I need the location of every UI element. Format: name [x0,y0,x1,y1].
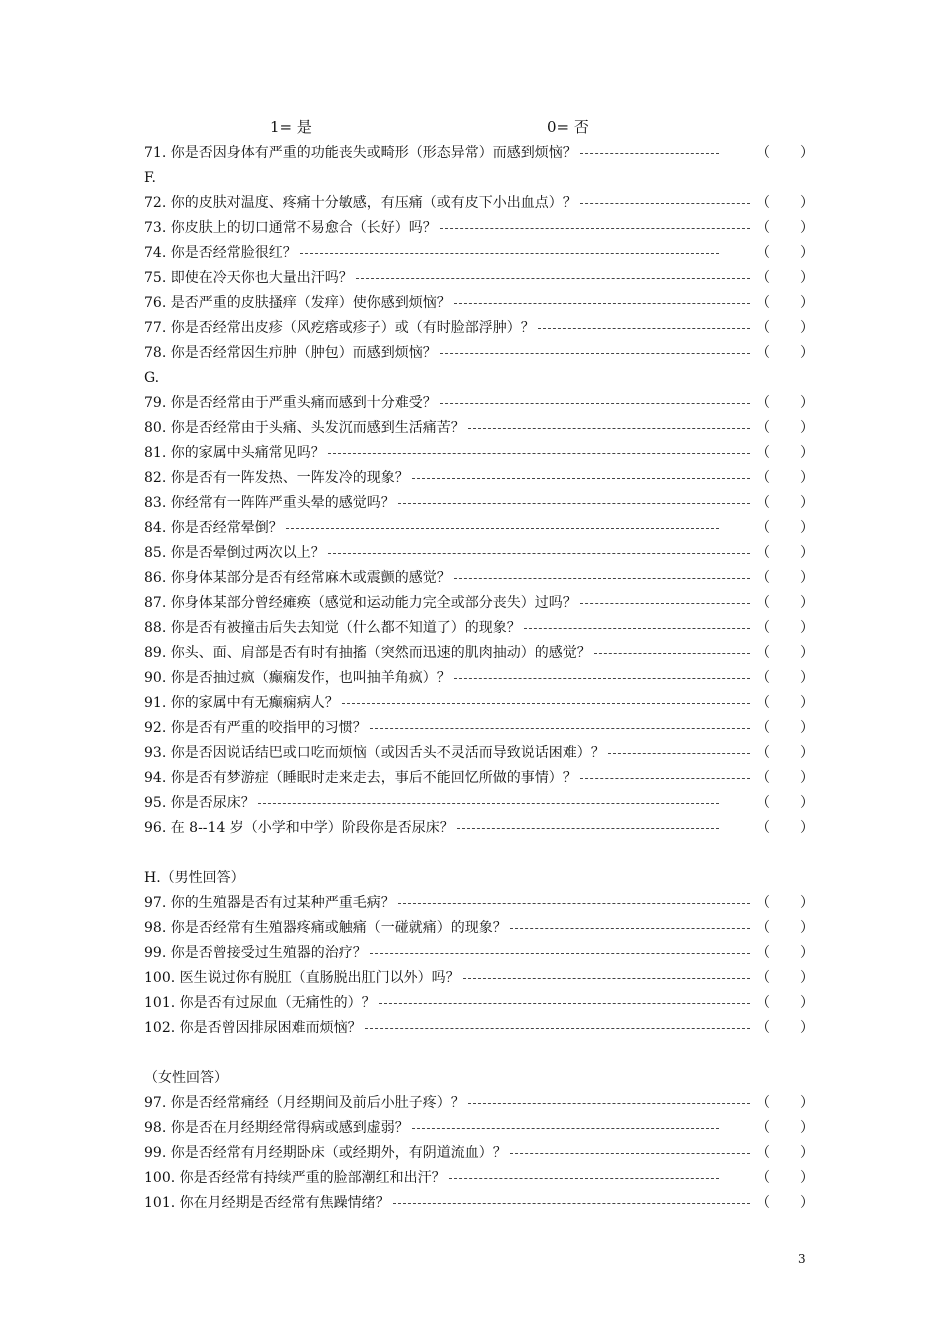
dotted-leader [393,1203,750,1204]
answer-paren-open[interactable]: （ [756,1020,770,1036]
answer-paren-open[interactable]: （ [756,795,770,811]
answer-paren-open[interactable]: （ [756,895,770,911]
question-row [144,966,814,991]
answer-paren-close: ） [800,645,814,661]
question-row [144,466,814,491]
answer-paren-open[interactable]: （ [756,1120,770,1136]
answer-paren-open[interactable]: （ [756,245,770,261]
question-text: 92. 你是否有严重的咬指甲的习惯？ [144,716,368,741]
section-gap [144,841,814,866]
question-row [144,641,814,666]
question-row [144,1091,814,1116]
question-text: 102. 你是否曾因排尿困难而烦恼？ [144,1016,363,1041]
section-heading: G. [144,370,160,386]
answer-paren-close: ） [800,1095,814,1111]
question-row [144,716,814,741]
dotted-leader [457,828,719,829]
question-text: 101. 你在月经期是否经常有焦躁情绪？ [144,1191,391,1216]
answer-paren-close: ） [800,295,814,311]
answer-paren-close: ） [800,670,814,686]
question-text: 71. 你是否因身体有严重的功能丧失或畸形（形态异常）而感到烦恼？ [144,141,578,166]
question-row [144,541,814,566]
question-text: 87. 你身体某部分曾经瘫痪（感觉和运动能力完全或部分丧失）过吗？ [144,591,578,616]
question-text: 83. 你经常有一阵阵严重头晕的感觉吗？ [144,491,396,516]
dotted-leader [300,253,719,254]
question-row [144,616,814,641]
dotted-leader [258,803,719,804]
question-text: 74. 你是否经常脸很红？ [144,241,298,266]
answer-paren-open[interactable]: （ [756,920,770,936]
question-row [144,1166,814,1191]
question-row [144,491,814,516]
dotted-leader [468,1103,750,1104]
answer-paren-close: ） [800,970,814,986]
dotted-leader [328,553,750,554]
dotted-leader [463,978,750,979]
question-row [144,516,814,541]
question-text: 93. 你是否因说话结巴或口吃而烦恼（或因舌头不灵活而导致说话困难）？ [144,741,606,766]
question-text: 81. 你的家属中头痛常见吗？ [144,441,326,466]
section-heading: H.（男性回答） [144,870,245,886]
answer-paren-close: ） [800,920,814,936]
answer-paren-open[interactable]: （ [756,995,770,1011]
dotted-leader [412,478,750,479]
answer-paren-close: ） [800,1170,814,1186]
dotted-leader [398,503,750,504]
question-row [144,441,814,466]
answer-paren-open[interactable]: （ [756,520,770,536]
question-row [144,766,814,791]
question-row [144,916,814,941]
question-text: 78. 你是否经常因生疖肿（肿包）而感到烦恼？ [144,341,438,366]
answer-paren-open[interactable]: （ [756,720,770,736]
dotted-leader [468,428,750,429]
question-text: 79. 你是否经常由于严重头痛而感到十分难受？ [144,391,438,416]
answer-paren-close: ） [800,620,814,636]
dotted-leader [580,603,750,604]
question-row [144,816,814,841]
question-row [144,941,814,966]
dotted-leader [454,578,750,579]
question-text: 84. 你是否经常晕倒？ [144,516,284,541]
answer-paren-close: ） [800,420,814,436]
dotted-leader [510,1153,750,1154]
dotted-leader [454,303,750,304]
dotted-leader [379,1003,750,1004]
answer-paren-close: ） [800,995,814,1011]
question-row [144,391,814,416]
answer-paren-close: ） [800,520,814,536]
answer-paren-close: ） [800,1145,814,1161]
answer-paren-open[interactable]: （ [756,270,770,286]
answer-paren-open[interactable]: （ [756,295,770,311]
question-text: 89. 你头、面、肩部是否有时有抽搐（突然而迅速的肌肉抽动）的感觉？ [144,641,592,666]
question-text: 80. 你是否经常由于头痛、头发沉而感到生活痛苦？ [144,416,466,441]
question-row [144,566,814,591]
answer-paren-close: ） [800,720,814,736]
dotted-leader [342,703,750,704]
question-text: 101. 你是否有过尿血（无痛性的）？ [144,991,377,1016]
dotted-leader [580,203,750,204]
answer-paren-close: ） [800,570,814,586]
dotted-leader [365,1028,750,1029]
answer-legend [0,116,950,138]
answer-paren-close: ） [800,320,814,336]
question-text: 73. 你皮肤上的切口通常不易愈合（长好）吗？ [144,216,438,241]
question-row [144,216,814,241]
answer-paren-close: ） [800,495,814,511]
question-row [144,891,814,916]
answer-paren-open[interactable]: （ [756,670,770,686]
section-heading: F. [144,170,156,186]
question-text: 91. 你的家属中有无癫痫病人？ [144,691,340,716]
dotted-leader [440,353,750,354]
answer-paren-close: ） [800,895,814,911]
answer-paren-close: ） [800,220,814,236]
question-text: 97. 你是否经常痛经（月经期间及前后小肚子疼）？ [144,1091,466,1116]
dotted-leader [440,403,750,404]
dotted-leader [412,1128,719,1129]
question-text: 100. 医生说过你有脱肛（直肠脱出肛门以外）吗？ [144,966,461,991]
answer-paren-open[interactable]: （ [756,945,770,961]
answer-paren-open[interactable]: （ [756,745,770,761]
dotted-leader [370,953,750,954]
legend-no: 0= 否 [547,118,589,136]
question-row [144,1016,814,1041]
question-text: 88. 你是否有被撞击后失去知觉（什么都不知道了）的现象？ [144,616,522,641]
answer-paren-open[interactable]: （ [756,695,770,711]
questionnaire-list [144,141,814,1216]
question-text: 99. 你是否经常有月经期卧床（或经期外，有阴道流血）？ [144,1141,508,1166]
question-row [144,291,814,316]
answer-paren-open[interactable]: （ [756,970,770,986]
answer-paren-open[interactable]: （ [756,145,770,161]
answer-paren-close: ） [800,445,814,461]
question-row [144,791,814,816]
answer-paren-close: ） [800,745,814,761]
answer-paren-open[interactable]: （ [756,545,770,561]
question-row [144,266,814,291]
answer-paren-close: ） [800,145,814,161]
question-text: 94. 你是否有梦游症（睡眠时走来走去，事后不能回忆所做的事情）？ [144,766,578,791]
dotted-leader [510,928,750,929]
question-row [144,1141,814,1166]
answer-paren-open[interactable]: （ [756,1095,770,1111]
dotted-leader [356,278,750,279]
answer-paren-open[interactable]: （ [756,345,770,361]
dotted-leader [594,653,750,654]
dotted-leader [538,328,750,329]
answer-paren-close: ） [800,770,814,786]
section-gap [144,1041,814,1066]
answer-paren-open[interactable]: （ [756,470,770,486]
answer-paren-open[interactable]: （ [756,1170,770,1186]
question-text: 99. 你是否曾接受过生殖器的治疗？ [144,941,368,966]
answer-paren-open[interactable]: （ [756,820,770,836]
section-heading: （女性回答） [144,1070,228,1086]
question-row [144,741,814,766]
answer-paren-open[interactable]: （ [756,1195,770,1211]
answer-paren-close: ） [800,795,814,811]
dotted-leader [454,678,750,679]
answer-paren-close: ） [800,820,814,836]
question-text: 98. 你是否在月经期经常得病或感到虚弱？ [144,1116,410,1141]
answer-paren-close: ） [800,345,814,361]
question-row [144,316,814,341]
dotted-leader [440,228,750,229]
answer-paren-close: ） [800,945,814,961]
question-text: 100. 你是否经常有持续严重的脸部潮红和出汗？ [144,1166,447,1191]
answer-paren-open[interactable]: （ [756,320,770,336]
answer-paren-open[interactable]: （ [756,645,770,661]
dotted-leader [398,903,750,904]
question-text: 96. 在 8--14 岁（小学和中学）阶段你是否尿床？ [144,816,455,841]
dotted-leader [524,628,750,629]
question-text: 75. 即使在冷天你也大量出汗吗？ [144,266,354,291]
dotted-leader [580,153,719,154]
answer-paren-open[interactable]: （ [756,220,770,236]
question-row [144,191,814,216]
question-text: 82. 你是否有一阵发热、一阵发冷的现象？ [144,466,410,491]
page-number: 3 [798,1252,806,1266]
question-text: 85. 你是否晕倒过两次以上？ [144,541,326,566]
question-row [144,341,814,366]
answer-paren-close: ） [800,595,814,611]
question-text: 72. 你的皮肤对温度、疼痛十分敏感，有压痛（或有皮下小出血点）？ [144,191,578,216]
answer-paren-open[interactable]: （ [756,770,770,786]
dotted-leader [370,728,750,729]
question-row [144,991,814,1016]
question-text: 77. 你是否经常出皮疹（风疙瘩或疹子）或（有时脸部浮肿）？ [144,316,536,341]
answer-paren-close: ） [800,395,814,411]
question-row [144,591,814,616]
legend-yes: 1= 是 [270,118,312,136]
question-text: 95. 你是否尿床？ [144,791,256,816]
dotted-leader [449,1178,719,1179]
answer-paren-close: ） [800,470,814,486]
question-row [144,416,814,441]
answer-paren-open[interactable]: （ [756,1145,770,1161]
question-text: 86. 你身体某部分是否有经常麻木或震颤的感觉？ [144,566,452,591]
answer-paren-close: ） [800,545,814,561]
answer-paren-close: ） [800,695,814,711]
answer-paren-close: ） [800,270,814,286]
question-text: 90. 你是否抽过疯（癫痫发作，也叫抽羊角疯）？ [144,666,452,691]
answer-paren-close: ） [800,1120,814,1136]
answer-paren-open[interactable]: （ [756,495,770,511]
answer-paren-open[interactable]: （ [756,620,770,636]
answer-paren-close: ） [800,1195,814,1211]
question-text: 97. 你的生殖器是否有过某种严重毛病？ [144,891,396,916]
dotted-leader [328,453,750,454]
answer-paren-open[interactable]: （ [756,570,770,586]
dotted-leader [580,778,750,779]
question-row [144,666,814,691]
question-row [144,691,814,716]
answer-paren-open[interactable]: （ [756,395,770,411]
question-text: 98. 你是否经常有生殖器疼痛或触痛（一碰就痛）的现象？ [144,916,508,941]
answer-paren-close: ） [800,245,814,261]
answer-paren-open[interactable]: （ [756,420,770,436]
answer-paren-open[interactable]: （ [756,445,770,461]
question-row [144,1116,814,1141]
answer-paren-close: ） [800,1020,814,1036]
answer-paren-open[interactable]: （ [756,195,770,211]
question-text: 76. 是否严重的皮肤搔痒（发痒）使你感到烦恼？ [144,291,452,316]
answer-paren-open[interactable]: （ [756,595,770,611]
dotted-leader [286,528,719,529]
question-row [144,141,814,166]
question-row [144,241,814,266]
dotted-leader [608,753,750,754]
question-row [144,1191,814,1216]
answer-paren-close: ） [800,195,814,211]
